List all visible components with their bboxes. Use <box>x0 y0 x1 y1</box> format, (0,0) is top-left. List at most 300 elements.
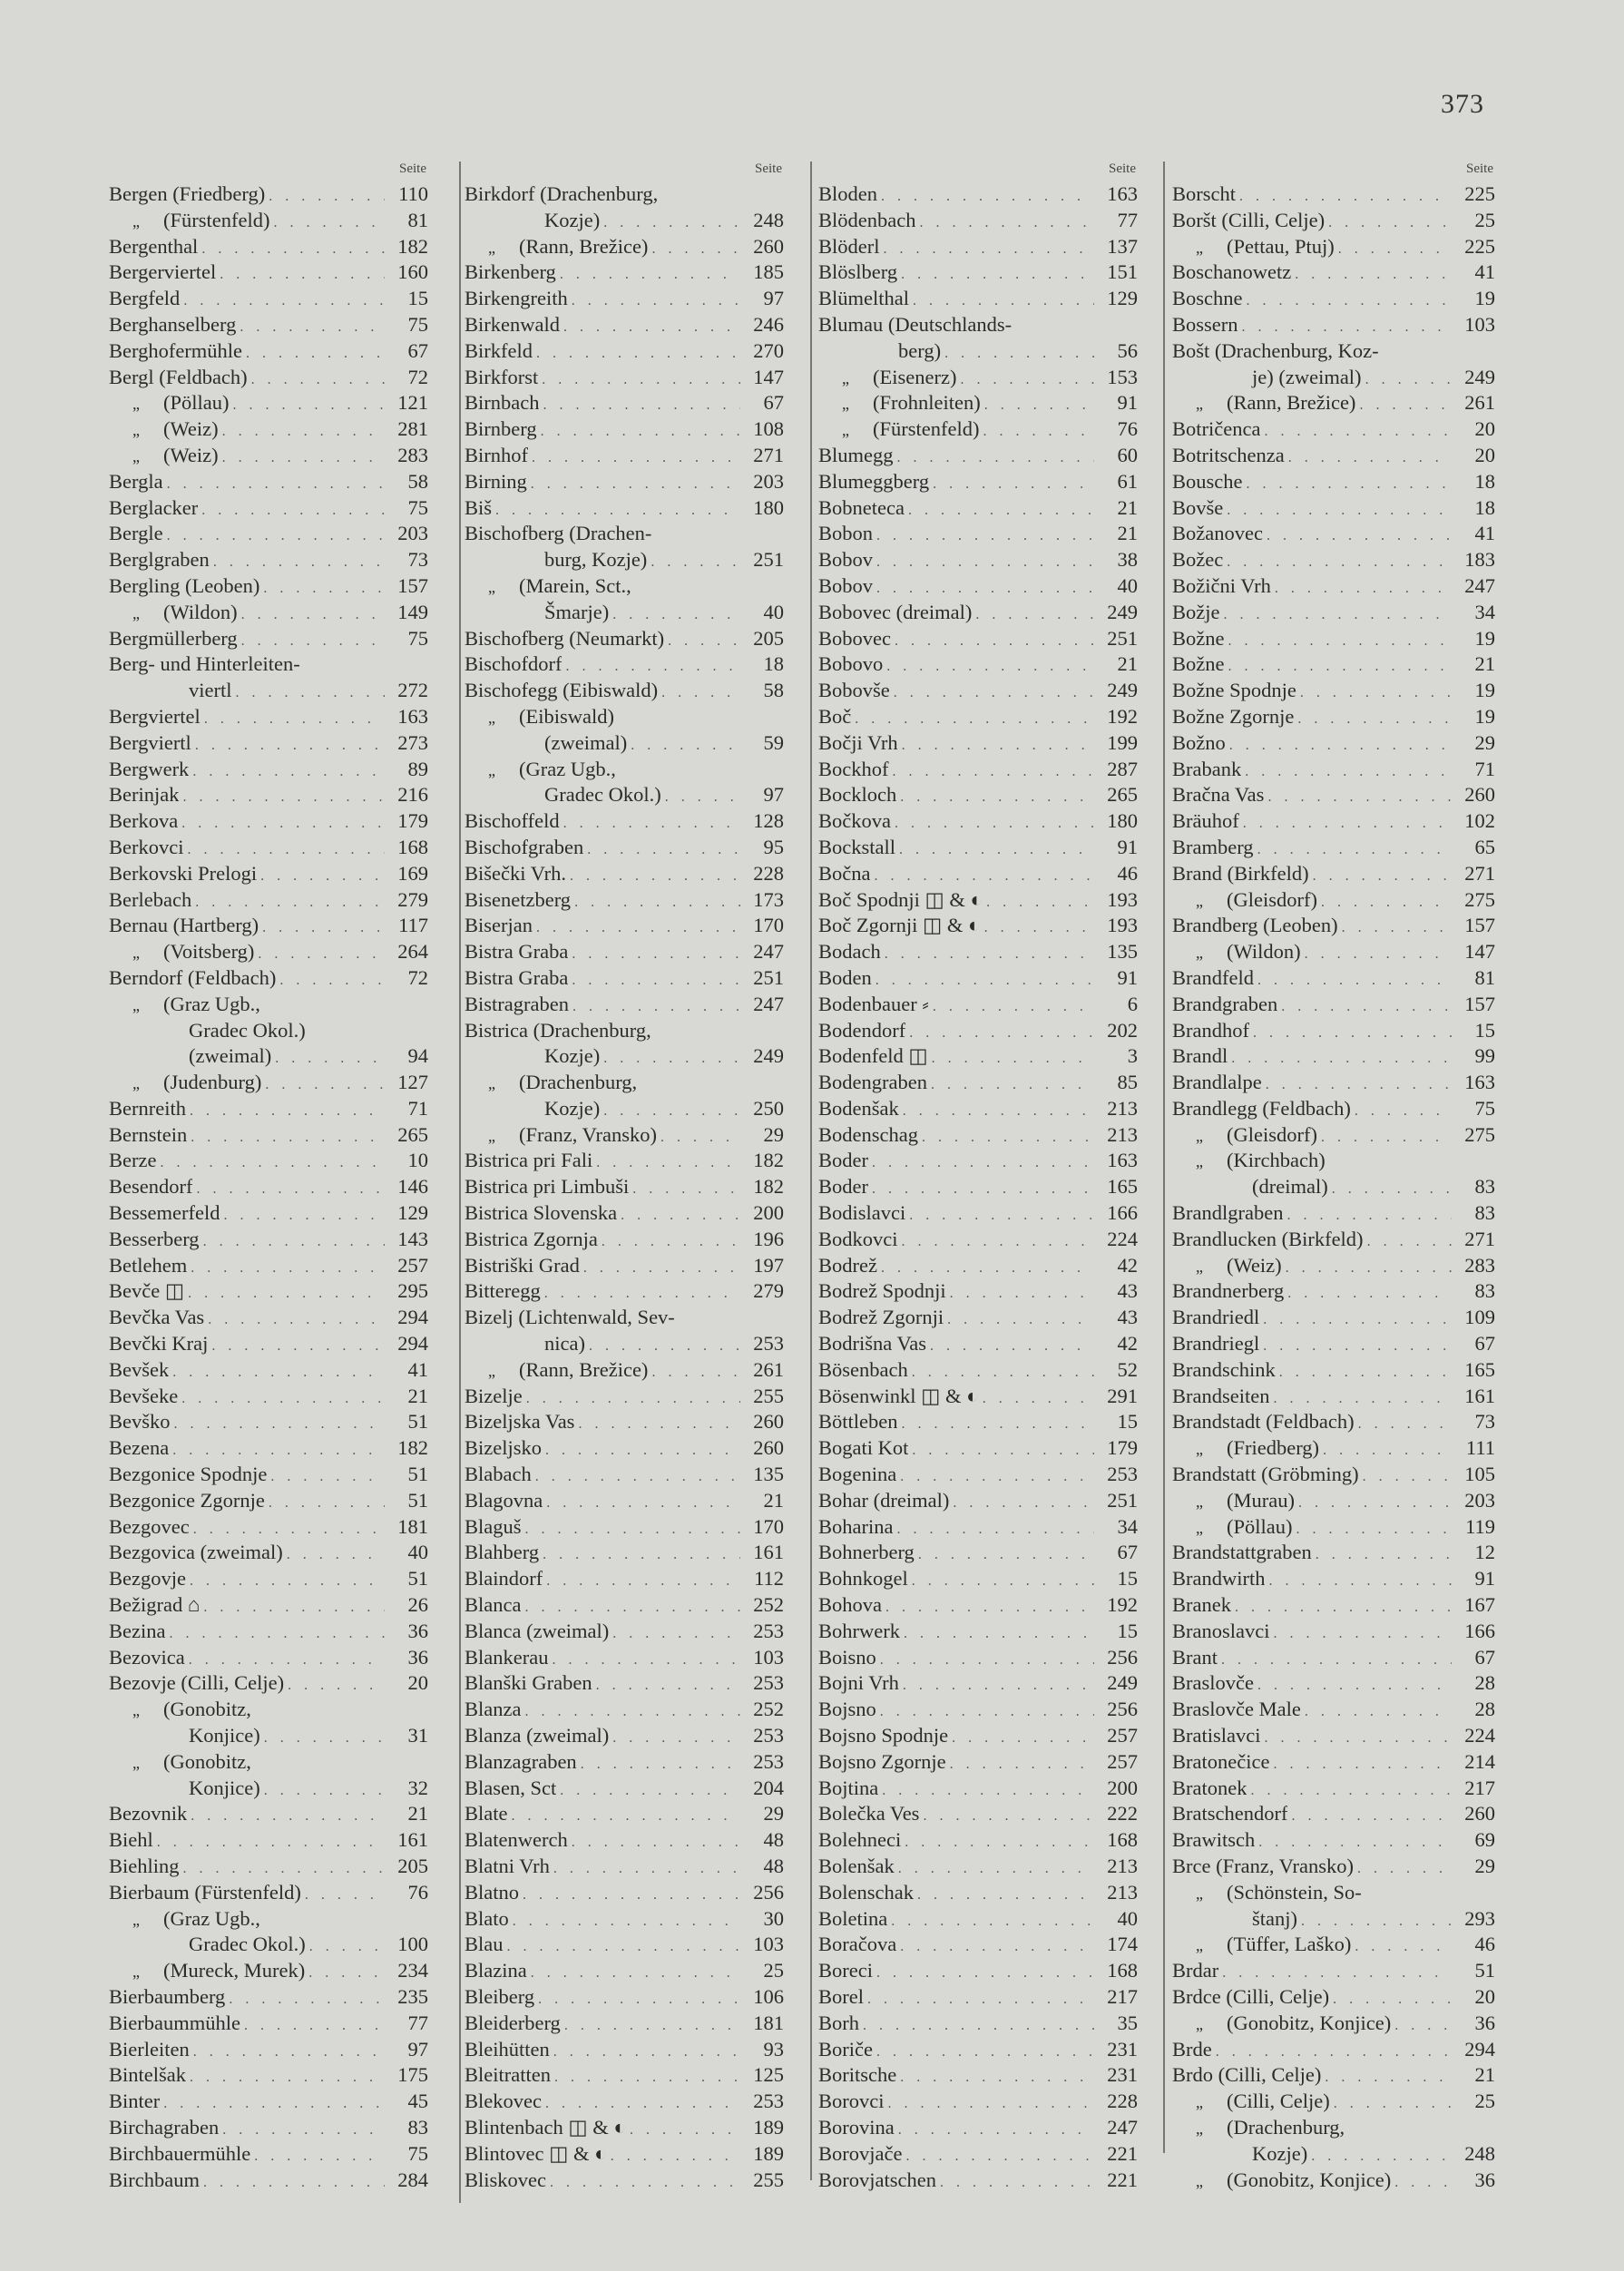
dot-leader <box>602 1229 740 1256</box>
dot-leader <box>572 1830 740 1856</box>
index-entry <box>109 1619 428 1645</box>
entry-page: 272 <box>397 679 428 702</box>
entry-name: Bodrež Zgornji <box>818 1306 944 1329</box>
index-entry <box>1172 1958 1495 1984</box>
entry-name: Bevšeke <box>109 1384 179 1407</box>
entry-name: Boč Zgornji ◫ & ◐ <box>818 914 981 937</box>
entry-name: Blaguš <box>465 1514 522 1538</box>
index-entry <box>1172 547 1495 573</box>
index-entry <box>465 1331 784 1357</box>
index-entry <box>465 2141 784 2168</box>
entry-page: 165 <box>1464 1357 1495 1381</box>
entry-name: Birnberg <box>465 417 537 441</box>
dot-leader <box>190 2065 385 2091</box>
ditto-mark: „ <box>488 708 495 727</box>
index-entry <box>109 730 428 757</box>
entry-name: Bintelšak <box>109 2063 186 2087</box>
dot-leader <box>900 1464 1094 1491</box>
entry-name: Bodendorf <box>818 1018 906 1042</box>
entry-page: 275 <box>1464 887 1495 911</box>
index-entry <box>1172 1488 1495 1514</box>
dot-leader <box>1263 1334 1452 1360</box>
entry-page: 248 <box>1464 2141 1495 2165</box>
entry-page: 21 <box>1474 2063 1495 2087</box>
index-entry <box>818 1932 1138 1958</box>
entry-page: 216 <box>397 783 428 807</box>
entry-name: Brandwirth <box>1172 1567 1266 1591</box>
index-entry <box>109 1018 428 1044</box>
index-entry <box>465 1906 784 1933</box>
dot-leader <box>1295 262 1452 289</box>
index-entry <box>818 495 1138 522</box>
ditto-mark: „ <box>1196 2119 1203 2138</box>
entry-name: Birchbauermühle <box>109 2141 251 2165</box>
dot-leader <box>1313 864 1452 890</box>
entry-page: 143 <box>397 1227 428 1250</box>
dot-leader <box>511 1804 740 1830</box>
dot-leader <box>874 864 1094 890</box>
entry-page: 235 <box>397 1984 428 2008</box>
index-entry <box>109 1384 428 1410</box>
entry-name: burg, Kozje) <box>544 548 648 572</box>
dot-leader <box>1333 1987 1452 2013</box>
entry-name: Boč <box>818 704 852 728</box>
index-entry <box>818 2062 1138 2089</box>
entry-name: Blanzagraben <box>465 1749 577 1773</box>
entry-name: Bolečka Ves <box>818 1802 920 1826</box>
index-entry <box>465 312 784 338</box>
dot-leader <box>876 2040 1094 2066</box>
dot-leader <box>1273 1386 1452 1413</box>
ditto-mark: „ <box>1196 2093 1203 2112</box>
dot-leader <box>1264 1726 1452 1752</box>
index-entry <box>465 1122 784 1149</box>
index-entry <box>465 1096 784 1122</box>
entry-name: Borovjatschen <box>818 2168 936 2191</box>
entry-page: 26 <box>407 1593 428 1617</box>
index-entry <box>818 1645 1138 1671</box>
entry-name: Bousche <box>1172 469 1243 493</box>
entry-page: 180 <box>753 495 784 519</box>
entry-page: 19 <box>1474 626 1495 650</box>
entry-page: 21 <box>407 1802 428 1826</box>
dot-leader <box>876 524 1094 550</box>
ditto-mark: „ <box>132 1963 140 1982</box>
dot-leader <box>1257 968 1452 994</box>
entry-page: 173 <box>753 887 784 911</box>
entry-name: Bratschendorf <box>1172 1802 1288 1826</box>
index-entry <box>1172 365 1495 391</box>
index-entry <box>1172 861 1495 887</box>
dot-leader <box>1250 1778 1452 1805</box>
dot-leader <box>254 2144 385 2170</box>
entry-name: Bleiderberg <box>465 2011 561 2034</box>
index-entry <box>818 312 1138 338</box>
entry-page: 15 <box>1117 1410 1138 1434</box>
entry-name: Boschanowetz <box>1172 260 1292 284</box>
entry-name: Blankerau <box>465 1645 549 1669</box>
index-entry <box>818 1357 1138 1384</box>
dot-leader <box>1286 1203 1452 1229</box>
dot-leader <box>950 1752 1094 1778</box>
column-divider <box>1163 162 1165 2153</box>
entry-page: 103 <box>753 1645 784 1669</box>
index-entry <box>109 1070 428 1096</box>
dot-leader <box>195 733 385 759</box>
entry-name: Blintovec ◫ & ◐ <box>465 2141 607 2165</box>
index-entry <box>109 1932 428 1958</box>
index-entry <box>818 1331 1138 1357</box>
index-entry <box>818 808 1138 835</box>
ditto-mark: „ <box>132 1701 140 1720</box>
dot-leader <box>305 1883 385 1909</box>
dot-leader <box>167 472 385 498</box>
index-entry <box>109 704 428 730</box>
entry-page: 119 <box>1465 1514 1495 1538</box>
index-entry <box>465 678 784 704</box>
entry-page: 153 <box>1107 365 1138 388</box>
dot-leader <box>930 1334 1094 1360</box>
index-entry <box>109 1906 428 1933</box>
entry-name: Bezovje (Cilli, Celje) <box>109 1671 285 1695</box>
dot-leader <box>213 550 385 576</box>
entry-name: Bierbaummühle <box>109 2011 240 2034</box>
entry-page: 100 <box>397 1933 428 1956</box>
entry-name: Brandstadt (Feldbach) <box>1172 1410 1355 1434</box>
entry-name: Bisenetzberg <box>465 887 572 911</box>
entry-page: 294 <box>397 1306 428 1329</box>
entry-name: Berinjak <box>109 783 180 807</box>
entry-page: 247 <box>753 992 784 1015</box>
index-entry <box>818 1070 1138 1096</box>
index-entry <box>109 913 428 939</box>
entry-name: Brandfeld <box>1172 965 1254 989</box>
entry-page: 249 <box>1107 600 1138 623</box>
entry-name: Brandlalpe <box>1172 1071 1262 1094</box>
entry-name: Bodrišna Vas <box>818 1332 926 1356</box>
dot-leader <box>1394 2013 1452 2040</box>
entry-page: 51 <box>407 1463 428 1486</box>
index-entry <box>818 1514 1138 1541</box>
entry-name: Brandl <box>1172 1044 1228 1068</box>
index-entry <box>818 1148 1138 1174</box>
dot-leader <box>545 2091 740 2118</box>
dot-leader <box>1286 1256 1452 1282</box>
dot-leader <box>269 184 385 210</box>
entry-name: (Graz Ugb., <box>163 992 260 1015</box>
entry-page: 203 <box>1464 1488 1495 1512</box>
ditto-mark: „ <box>488 1361 495 1380</box>
dot-leader <box>172 1438 385 1464</box>
entry-name: Blate <box>465 1802 508 1826</box>
entry-page: 213 <box>1107 1096 1138 1120</box>
ditto-mark: „ <box>1196 944 1203 963</box>
dot-leader <box>275 1046 385 1072</box>
entry-page: 249 <box>1464 365 1495 388</box>
entry-page: 157 <box>1464 992 1495 1015</box>
dot-leader <box>1275 576 1452 602</box>
entry-name: Blazina <box>465 1959 527 1982</box>
entry-name: Blatno <box>465 1880 519 1904</box>
index-entry <box>818 390 1138 416</box>
entry-page: 20 <box>1474 443 1495 466</box>
dot-leader <box>1298 1491 1452 1517</box>
index-entry <box>465 1645 784 1671</box>
dot-leader <box>251 367 385 394</box>
dot-leader <box>169 1621 385 1648</box>
dot-leader <box>918 1542 1094 1569</box>
dot-leader <box>898 1856 1094 1883</box>
entry-page: 183 <box>1464 548 1495 572</box>
index-entry <box>818 1801 1138 1827</box>
index-entry <box>1172 1043 1495 1070</box>
dot-leader <box>1253 1021 1452 1047</box>
entry-name: Bevčki Kraj <box>109 1332 209 1356</box>
index-entry <box>465 965 784 992</box>
index-entry <box>109 861 428 887</box>
index-entry <box>818 1278 1138 1305</box>
entry-page: 6 <box>1127 992 1138 1015</box>
entry-name: Brand (Birkfeld) <box>1172 861 1309 885</box>
entry-name: Brawitsch <box>1172 1828 1256 1852</box>
entry-page: 97 <box>763 287 784 310</box>
entry-name: Binter <box>109 2090 161 2113</box>
entry-name: Berglacker <box>109 495 199 519</box>
entry-name: Bratonečice <box>1172 1749 1270 1773</box>
entry-page: 59 <box>763 730 784 754</box>
entry-name: Berze <box>109 1149 157 1172</box>
entry-page: 251 <box>1107 626 1138 650</box>
index-entry <box>465 2168 784 2194</box>
index-entry <box>818 2089 1138 2115</box>
entry-name: Kozje) <box>544 208 601 231</box>
entry-name: Botričenca <box>1172 417 1261 441</box>
index-entry <box>818 443 1138 469</box>
entry-name: Birnbach <box>465 391 540 415</box>
entry-page: 260 <box>1464 1802 1495 1826</box>
entry-page: 180 <box>1107 809 1138 833</box>
entry-page: 192 <box>1107 1593 1138 1617</box>
entry-page: 224 <box>1464 1724 1495 1747</box>
index-entry <box>818 1566 1138 1592</box>
entry-page: 249 <box>1107 1671 1138 1695</box>
entry-name: Biš <box>465 495 493 519</box>
index-entry <box>465 2089 784 2115</box>
dot-leader <box>1231 1046 1452 1072</box>
entry-name: Bernreith <box>109 1096 186 1120</box>
entry-name: (Frohnleiten) <box>873 391 981 415</box>
dot-leader <box>532 445 740 472</box>
entry-name: Bistriški Grad <box>465 1253 580 1277</box>
entry-page: 28 <box>1474 1698 1495 1721</box>
entry-name: Bloden <box>818 182 877 205</box>
index-entry <box>465 1958 784 1984</box>
index-entry <box>1172 704 1495 730</box>
dot-leader <box>263 576 385 602</box>
entry-name: (Pöllau) <box>163 391 230 415</box>
entry-name: Betlehem <box>109 1253 188 1277</box>
entry-name: Blasen, Sct <box>465 1776 557 1799</box>
index-entry <box>465 1880 784 1906</box>
entry-name: (Gonobitz, <box>163 1749 251 1773</box>
index-entry <box>1172 2062 1495 2089</box>
entry-name: Bräuhof <box>1172 809 1239 833</box>
index-entry <box>1172 2115 1495 2141</box>
entry-page: 157 <box>1464 914 1495 937</box>
entry-name: Bobon <box>818 522 874 545</box>
index-entry <box>465 704 784 730</box>
entry-name: Blanza <box>465 1698 522 1721</box>
entry-page: 161 <box>1464 1384 1495 1407</box>
index-entry <box>1172 678 1495 704</box>
index-entry <box>465 1801 784 1827</box>
index-entry <box>465 573 784 600</box>
dot-leader <box>240 315 385 341</box>
entry-name: Bierleiten <box>109 2037 190 2061</box>
entry-page: 163 <box>1107 1149 1138 1172</box>
dot-leader <box>661 680 740 707</box>
ditto-mark: „ <box>1196 1518 1203 1537</box>
index-entry <box>1172 1462 1495 1488</box>
dot-leader <box>1242 315 1453 341</box>
dot-leader <box>894 680 1094 707</box>
dot-leader <box>552 1648 740 1674</box>
dot-leader <box>157 1830 385 1856</box>
dot-leader <box>229 1987 385 2013</box>
entry-name: (Fürstenfeld) <box>163 208 270 231</box>
entry-name: Bischofberg (Neumarkt) <box>465 626 665 650</box>
dot-leader <box>1267 785 1452 811</box>
entry-page: 225 <box>1464 234 1495 258</box>
dot-leader <box>265 1072 385 1099</box>
index-entry <box>109 1043 428 1070</box>
dot-leader <box>895 811 1094 837</box>
entry-page: 43 <box>1117 1279 1138 1303</box>
entry-page: 185 <box>753 260 784 284</box>
entry-name: Bobneteca <box>818 495 905 519</box>
entry-name: (Rann, Brežice) <box>519 234 649 258</box>
entry-page: 41 <box>1474 260 1495 284</box>
dot-leader <box>195 890 385 916</box>
dot-leader <box>1305 942 1452 968</box>
index-entry <box>818 782 1138 808</box>
entry-page: 75 <box>407 626 428 650</box>
index-entry <box>109 234 428 260</box>
entry-name: Brabank <box>1172 757 1242 780</box>
entry-name: Bezgovje <box>109 1567 186 1591</box>
entry-page: 43 <box>1117 1306 1138 1329</box>
entry-name: Blahberg <box>465 1541 540 1564</box>
index-entry <box>1172 1906 1495 1933</box>
entry-page: 15 <box>1117 1567 1138 1591</box>
entry-name: Brandlgraben <box>1172 1201 1284 1225</box>
dot-leader <box>1258 1830 1452 1856</box>
entry-page: 73 <box>1474 1410 1495 1434</box>
entry-name: Brandlegg (Feldbach) <box>1172 1096 1351 1120</box>
entry-page: 76 <box>407 1880 428 1904</box>
entry-name: Blaindorf <box>465 1567 543 1591</box>
ditto-mark: „ <box>1196 1126 1203 1145</box>
ditto-mark: „ <box>132 421 140 440</box>
entry-name: Braslovče <box>1172 1671 1254 1695</box>
index-entry <box>1172 1776 1495 1802</box>
dot-leader <box>1227 550 1452 576</box>
entry-page: 15 <box>407 287 428 310</box>
dot-leader <box>581 1752 740 1778</box>
entry-page: 25 <box>1474 208 1495 231</box>
dot-leader <box>203 2170 385 2197</box>
entry-page: 97 <box>763 783 784 807</box>
entry-name: Bodrež Spodnji <box>818 1279 946 1303</box>
ditto-mark: „ <box>132 446 140 465</box>
entry-page: 75 <box>407 312 428 336</box>
entry-name: Biehling <box>109 1855 180 1877</box>
ditto-mark: „ <box>842 395 849 414</box>
entry-page: 81 <box>407 208 428 231</box>
entry-page: 283 <box>397 443 428 466</box>
entry-page: 203 <box>753 469 784 493</box>
index-entry <box>465 1827 784 1854</box>
dot-leader <box>923 1804 1094 1830</box>
dot-leader <box>542 367 740 394</box>
dot-leader <box>1334 2091 1452 2118</box>
index-entry <box>465 1409 784 1435</box>
dot-leader <box>872 1177 1094 1203</box>
index-entry <box>818 887 1138 914</box>
dot-leader <box>264 1778 385 1805</box>
dot-leader <box>1296 1517 1453 1543</box>
entry-page: 169 <box>397 861 428 885</box>
entry-page: 193 <box>1107 887 1138 911</box>
dot-leader <box>947 1307 1094 1334</box>
dot-leader <box>1239 184 1452 210</box>
index-entry <box>465 469 784 495</box>
entry-page: 56 <box>1117 338 1138 362</box>
index-column-4 <box>1172 162 1495 2193</box>
entry-name: Birning <box>465 469 527 493</box>
dot-leader <box>536 915 740 942</box>
index-entry <box>1172 312 1495 338</box>
index-entry <box>465 1278 784 1305</box>
entry-page: 48 <box>763 1855 784 1877</box>
index-entry <box>109 1984 428 2011</box>
ditto-mark: „ <box>132 944 140 963</box>
index-entry <box>465 365 784 391</box>
entry-page: 174 <box>1107 1933 1138 1956</box>
entry-page: 137 <box>1107 234 1138 258</box>
index-entry <box>109 1880 428 1906</box>
entry-name: Bodislavci <box>818 1201 906 1225</box>
entry-page: 217 <box>1464 1776 1495 1799</box>
dot-leader <box>880 1648 1094 1674</box>
column-divider <box>810 162 812 2180</box>
entry-page: 193 <box>1107 914 1138 937</box>
entry-page: 222 <box>1107 1802 1138 1826</box>
entry-page: 83 <box>1474 1279 1495 1303</box>
dot-leader <box>241 602 385 629</box>
entry-page: 29 <box>763 1122 784 1146</box>
dot-leader <box>876 1961 1094 1987</box>
index-entry <box>818 704 1138 730</box>
index-entry <box>818 547 1138 573</box>
entry-page: 99 <box>1474 1044 1495 1068</box>
entry-name: Bergla <box>109 469 163 493</box>
entry-page: 102 <box>1464 809 1495 833</box>
entry-name: Bohnerberg <box>818 1541 915 1564</box>
index-entry <box>465 1070 784 1096</box>
index-entry <box>1172 1932 1495 1958</box>
dot-leader <box>603 1046 740 1072</box>
